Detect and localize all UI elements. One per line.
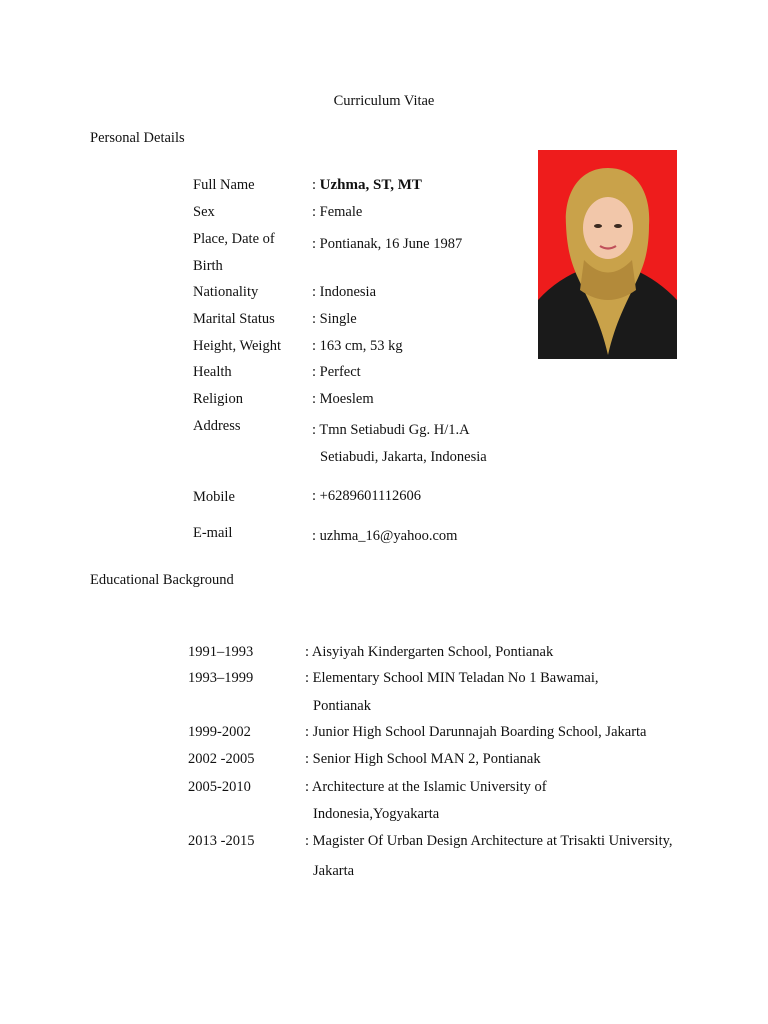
nationality-label: Nationality <box>193 284 259 300</box>
education-entry-line-1: : Architecture at the Islamic University of <box>305 779 547 795</box>
email-value: : uzhma_16@yahoo.com <box>312 528 458 544</box>
birth-label-line-1: Place, Date of <box>193 231 275 247</box>
education-entry-line-2: Jakarta <box>313 863 355 879</box>
education-entry-line-1: : Aisyiyah Kindergarten School, Pontianak <box>305 644 554 660</box>
education-years: 2005-2010 <box>188 779 251 795</box>
education-years: 2002 -2005 <box>188 751 255 767</box>
address-label: Address <box>193 418 241 434</box>
education-entry-line-1: : Elementary School MIN Teladan No 1 Bawamai, <box>305 670 599 686</box>
address-line-2: Setiabudi, Jakarta, Indonesia <box>320 449 487 465</box>
marital-status-value: : Single <box>312 311 357 327</box>
education-entry-line-1: : Junior High School Darunnajah Boarding School, Jakarta <box>305 724 647 740</box>
education-entry-line-1: : Magister Of Urban Design Architecture at Trisakti University, <box>305 833 673 849</box>
full-name-text: Uzhma, ST, MT <box>319 177 422 193</box>
education-years: 1993–1999 <box>188 670 254 686</box>
profile-photo <box>538 150 677 359</box>
height-weight-value: : 163 cm, 53 kg <box>312 338 403 354</box>
education-heading: Educational Background <box>90 572 234 588</box>
height-weight-label: Height, Weight <box>193 338 281 354</box>
document-title: Curriculum Vitae <box>333 93 435 109</box>
education-entry-line-1: : Senior High School MAN 2, Pontianak <box>305 751 541 767</box>
education-years: 1999-2002 <box>188 724 251 740</box>
mobile-label: Mobile <box>193 489 235 505</box>
personal-details-heading: Personal Details <box>90 130 185 146</box>
full-name-value <box>312 176 422 194</box>
photo-eye-left <box>594 224 602 228</box>
mobile-value: : +6289601112606 <box>312 488 422 504</box>
photo-eye-right <box>614 224 622 228</box>
sex-label: Sex <box>193 204 215 220</box>
education-entry-line-2: Indonesia,Yogyakarta <box>313 806 440 822</box>
education-years: 2013 -2015 <box>188 833 255 849</box>
education-years: 1991–1993 <box>188 644 254 660</box>
full-name-label: Full Name <box>193 177 255 193</box>
religion-value: : Moeslem <box>312 391 374 407</box>
religion-label: Religion <box>193 391 243 407</box>
email-label: E-mail <box>193 525 233 541</box>
health-label: Health <box>193 364 232 380</box>
sex-value: : Female <box>312 204 363 220</box>
birth-label-line-2: Birth <box>193 258 223 274</box>
photo-face <box>583 197 633 259</box>
education-entry-line-2: Pontianak <box>313 698 371 714</box>
full-name-prefix: : <box>312 177 320 193</box>
nationality-value: : Indonesia <box>312 284 377 300</box>
health-value: : Perfect <box>312 364 361 380</box>
marital-status-label: Marital Status <box>193 311 275 327</box>
birth-value: : Pontianak, 16 June 1987 <box>312 236 463 252</box>
address-line-1: : Tmn Setiabudi Gg. H/1.A <box>312 422 470 438</box>
